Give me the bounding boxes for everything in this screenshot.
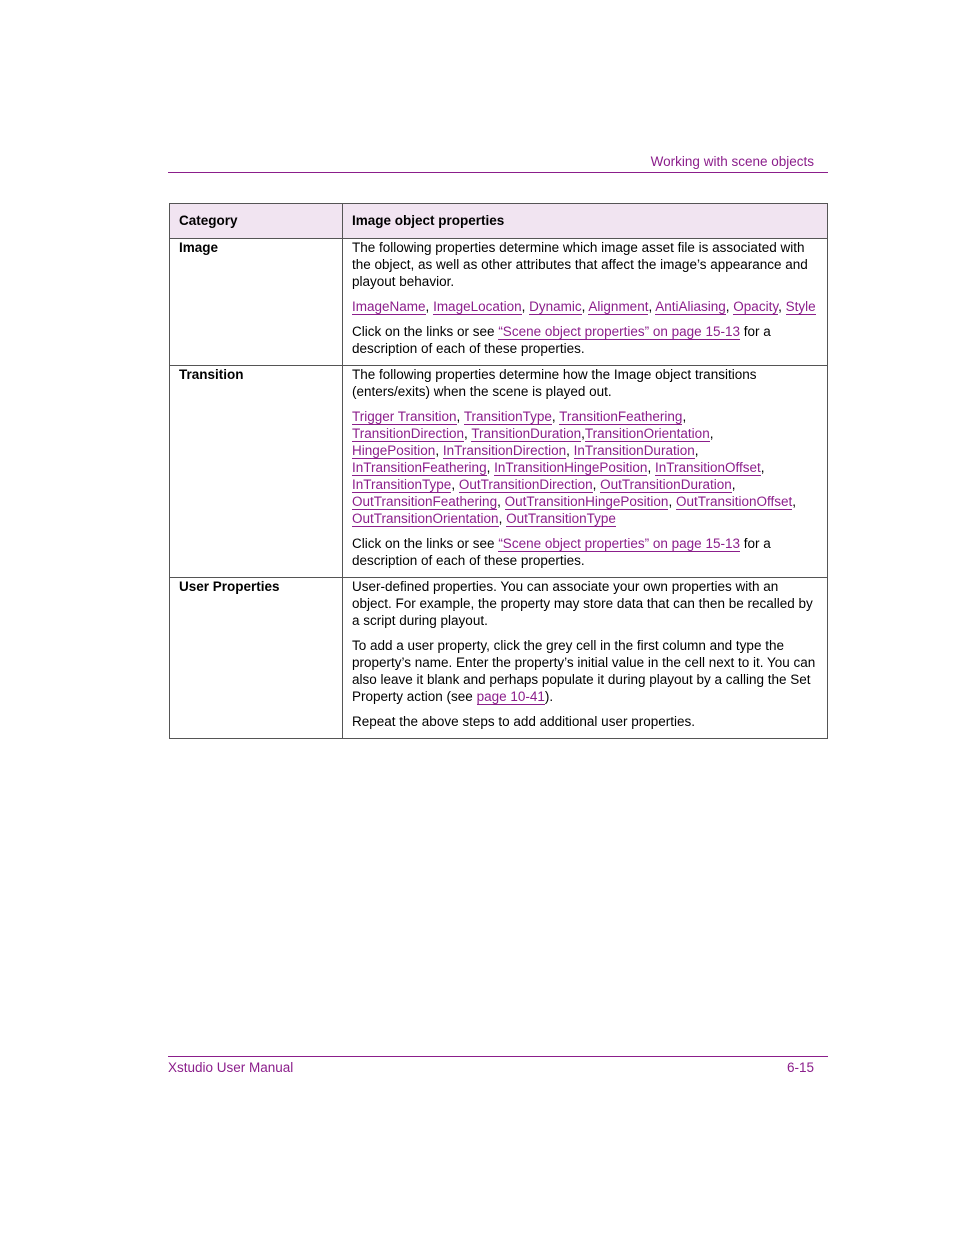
property-link[interactable]: Style bbox=[785, 299, 816, 314]
property-link[interactable]: OutTransitionFeathering bbox=[352, 494, 498, 509]
table-row-transition bbox=[170, 366, 828, 578]
table-header-row bbox=[170, 204, 828, 239]
property-link[interactable]: TransitionFeathering bbox=[559, 409, 683, 424]
outro-text: Click on the links or see bbox=[352, 324, 499, 339]
row-instructions bbox=[352, 637, 818, 705]
category-cell: User Properties bbox=[170, 578, 343, 739]
property-link[interactable]: InTransitionFeathering bbox=[352, 460, 487, 475]
table-row-user-properties bbox=[170, 578, 828, 739]
instructions-text: To add a user property, click the grey cell in the first column and type the property’s name. Enter the property’s initial value in the cell next to it. You can also leave it blank and perhaps populate it during playout by a calling the Set Property action (see bbox=[352, 638, 816, 704]
property-link[interactable]: OutTransitionDuration bbox=[600, 477, 732, 492]
property-link[interactable]: ImageName bbox=[352, 299, 426, 314]
property-link[interactable]: Dynamic bbox=[529, 299, 582, 314]
property-link[interactable]: Opacity bbox=[733, 299, 779, 314]
page-reference-link[interactable]: page 10-41 bbox=[476, 689, 545, 704]
property-link[interactable]: InTransitionHingePosition bbox=[494, 460, 648, 475]
property-link[interactable]: TransitionDuration bbox=[471, 426, 582, 441]
property-link[interactable]: InTransitionType bbox=[352, 477, 452, 492]
property-link[interactable]: InTransitionOffset bbox=[654, 460, 761, 475]
properties-table bbox=[169, 203, 828, 739]
property-link[interactable]: Trigger Transition bbox=[352, 409, 457, 424]
row-intro: User-defined properties. You can associate your own properties with an object. For example, the property may store data that can then be recalled by a script during playout. bbox=[352, 579, 813, 628]
table-row-image bbox=[170, 239, 828, 366]
instructions-text: ). bbox=[544, 689, 554, 704]
footer-manual-title: Xstudio User Manual bbox=[168, 1060, 294, 1075]
property-link[interactable]: TransitionType bbox=[463, 409, 552, 424]
property-link-list: Trigger Transition, TransitionType, TransitionFeathering, TransitionDirection, TransitionDuration,TransitionOrientation, HingePosition, InTransitionDirection, InTransitionDuration, InTransitionFeathering, InTransitionHingePosition, InTransitionOffset, InTransitionType, OutTransitionDirection, OutTransitionDuration, OutTransitionFeathering, OutTransitionHingePosition, OutTransitionOffset, OutTransitionOrientation, OutTransitionType bbox=[352, 409, 797, 526]
row-intro: The following properties determine which image asset file is associated with the object, as well as other attributes that affect the image’s appearance and playout behavior. bbox=[352, 240, 808, 289]
cross-reference-link[interactable]: “Scene object properties” on page 15-13 bbox=[498, 536, 740, 551]
description-cell bbox=[343, 578, 828, 739]
category-cell: Transition bbox=[170, 366, 343, 578]
outro-text: for a description of each of these properties. bbox=[352, 324, 771, 356]
description-cell bbox=[343, 239, 828, 366]
property-link[interactable]: TransitionOrientation bbox=[584, 426, 710, 441]
property-link-list: ImageName, ImageLocation, Dynamic, Alignment, AntiAliasing, Opacity, Style bbox=[352, 299, 816, 314]
row-outro bbox=[352, 323, 818, 357]
property-link[interactable]: InTransitionDirection bbox=[442, 443, 567, 458]
row-outro: Repeat the above steps to add additional user properties. bbox=[352, 714, 695, 729]
description-cell bbox=[343, 366, 828, 578]
property-link[interactable]: OutTransitionType bbox=[506, 511, 616, 526]
property-link[interactable]: Alignment bbox=[588, 299, 649, 314]
outro-text: Click on the links or see bbox=[352, 536, 499, 551]
running-header: Working with scene objects bbox=[650, 154, 814, 169]
property-link[interactable]: OutTransitionHingePosition bbox=[504, 494, 669, 509]
property-link[interactable]: InTransitionDuration bbox=[573, 443, 695, 458]
header-rule bbox=[168, 172, 828, 173]
property-link[interactable]: ImageLocation bbox=[433, 299, 522, 314]
outro-text: for a description of each of these properties. bbox=[352, 536, 771, 568]
property-link[interactable]: OutTransitionOrientation bbox=[352, 511, 499, 526]
row-outro bbox=[352, 535, 818, 569]
property-link[interactable]: OutTransitionOffset bbox=[675, 494, 793, 509]
category-cell: Image bbox=[170, 239, 343, 366]
property-link[interactable]: HingePosition bbox=[352, 443, 436, 458]
footer-rule bbox=[168, 1056, 828, 1057]
property-link[interactable]: OutTransitionDirection bbox=[458, 477, 593, 492]
property-link[interactable]: TransitionDirection bbox=[352, 426, 465, 441]
column-header-category: Category bbox=[170, 204, 343, 239]
row-intro: The following properties determine how the Image object transitions (enters/exits) when the scene is played out. bbox=[352, 367, 757, 399]
column-header-properties: Image object properties bbox=[343, 204, 828, 239]
footer-page-number: 6-15 bbox=[786, 1060, 814, 1075]
property-link[interactable]: AntiAliasing bbox=[655, 299, 726, 314]
cross-reference-link[interactable]: “Scene object properties” on page 15-13 bbox=[498, 324, 740, 339]
